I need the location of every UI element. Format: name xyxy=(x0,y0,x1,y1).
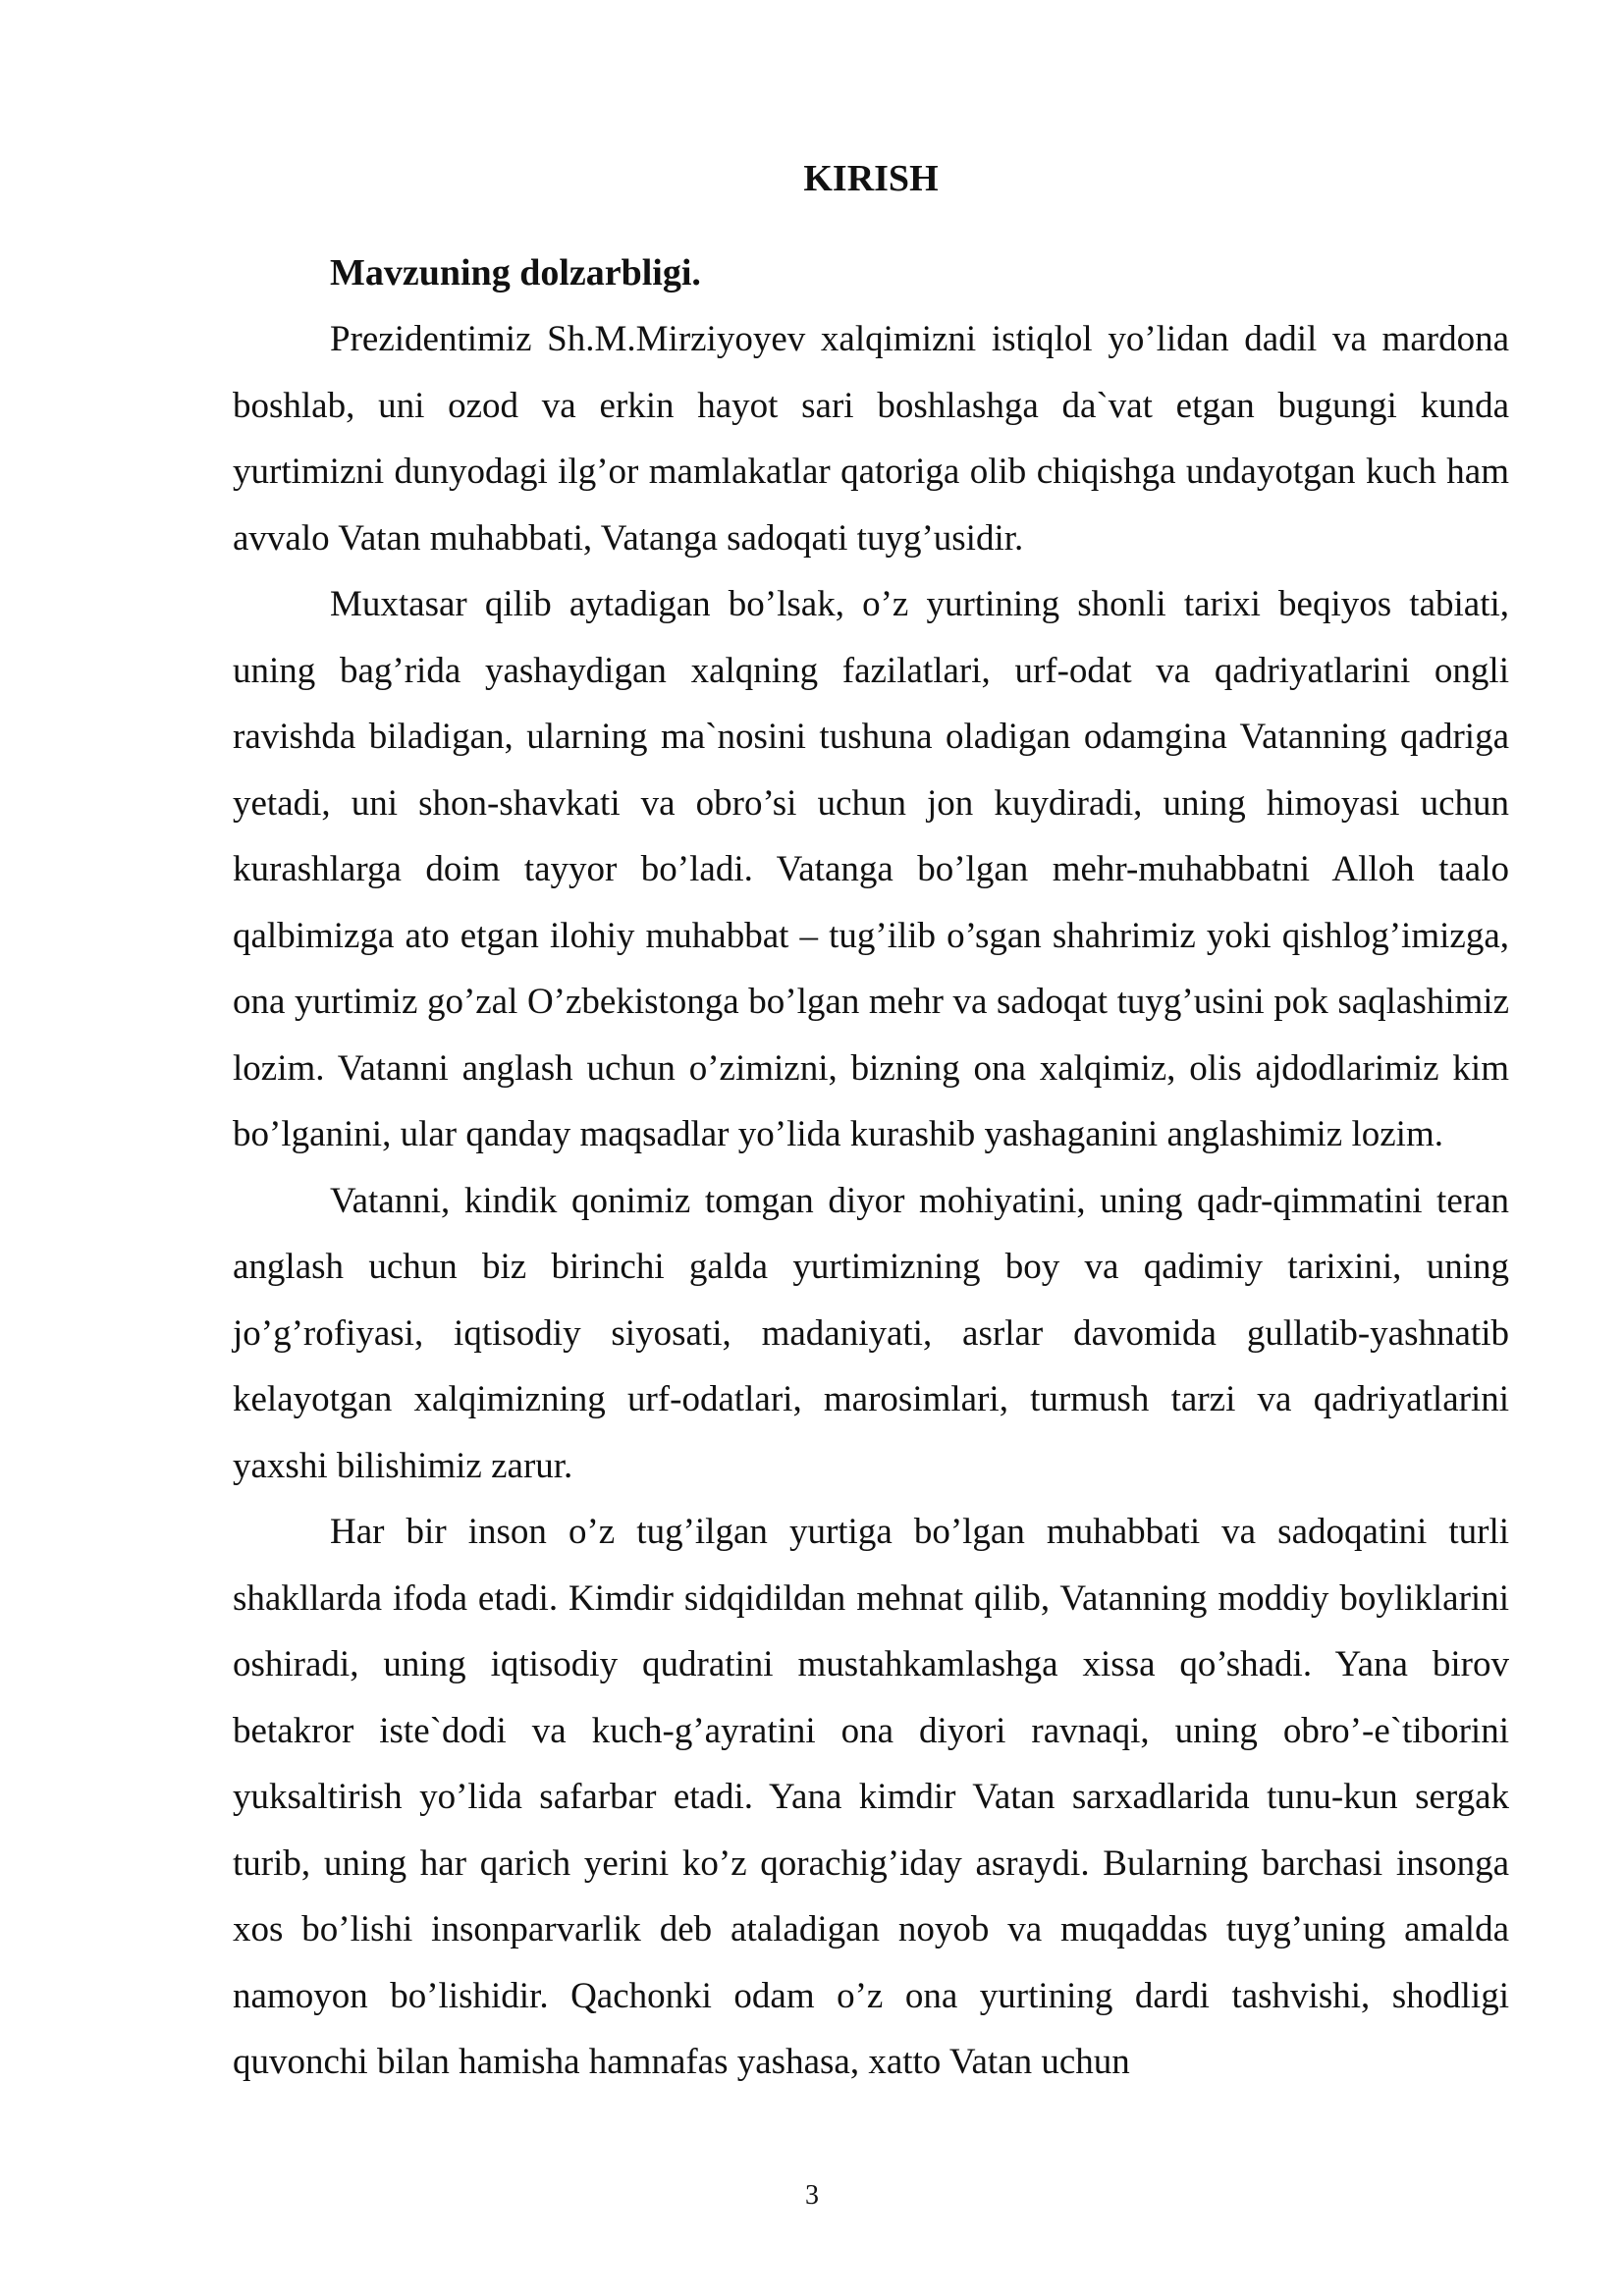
paragraph-4: Har bir inson o’z tug’ilgan yurtiga bo’lgan muhabbati va sadoqatini turli shakllarda ifoda etadi. Kimdir sidqidildan mehnat qilib, Vatanning moddiy boyliklarini oshiradi, uning iqtisodiy qudratini mustahkamlashga xissa qo’shadi. Yana birov betakror iste`dodi va kuch-g’ayratini ona diyori ravnaqi, uning obro’-e`tiborini yuksaltirish yo’lida safarbar etadi. Yana kimdir Vatan sarxadlarida tunu-kun sergak turib, uning har qarich yerini ko’z qorachig’iday asraydi. Bularning barchasi insonga xos bo’lishi insonparvarlik deb ataladigan noyob va muqaddas tuyg’uning amalda namoyon bo’lishidir. Qachonki odam o’z ona yurtining dardi tashvishi, shodligi quvonchi bilan hamisha hamnafas yashasa, xatto Vatan uchun xyxy=(233,1512,1509,2082)
chapter-heading: KIRISH xyxy=(803,158,939,199)
page-content xyxy=(233,147,1509,2096)
paragraph-1: Prezidentimiz Sh.M.Mirziyoyev xalqimizni istiqlol yo’lidan dadil va mardona boshlab, uni ozod va erkin hayot sari boshlashga da`vat etgan bugungi kunda yurtimizni dunyodagi ilg’or mamlakatlar qatoriga olib chiqishga undayotgan kuch ham avvalo Vatan muhabbati, Vatanga sadoqati tuyg’usidir. xyxy=(233,319,1509,559)
paragraph-2: Muxtasar qilib aytadigan bo’lsak, o’z yurtining shonli tarixi beqiyos tabiati, uning bag’rida yashaydigan xalqning fazilatlari, urf-odat va qadriyatlarini ongli ravishda biladigan, ularning ma`nosini tushuna oladigan odamgina Vatanning qadriga yetadi, uni shon-shavkati va obro’si uchun jon kuydiradi, uning himoyasi uchun kurashlarga doim tayyor bo’ladi. Vatanga bo’lgan mehr-muhabbatni Alloh taalo qalbimizga ato etgan ilohiy muhabbat – tug’ilib o’sgan shahrimiz yoki qishlog’imizga, ona yurtimiz go’zal O’zbekistonga bo’lgan mehr va sadoqat tuyg’usini pok saqlashimiz lozim. Vatanni anglash uchun o’zimizni, bizning ona xalqimiz, olis ajdodlarimiz kim bo’lganini, ular qanday maqsadlar yo’lida kurashib yashaganini anglashimiz lozim. xyxy=(233,584,1509,1154)
page-number: 3 xyxy=(805,2180,819,2211)
section-subheading: Mavzuning dolzarbligi. xyxy=(330,252,701,294)
paragraph-3: Vatanni, kindik qonimiz tomgan diyor mohiyatini, uning qadr-qimmatini teran anglash uchun biz birinchi galda yurtimizning boy va qadimiy tarixini, uning jo’g’rofiyasi, iqtisodiy siyosati, madaniyati, asrlar davomida gullatib-yashnatib kelayotgan xalqimizning urf-odatlari, marosimlari, turmush tarzi va qadriyatlarini yaxshi bilishimiz zarur. xyxy=(233,1180,1509,1486)
